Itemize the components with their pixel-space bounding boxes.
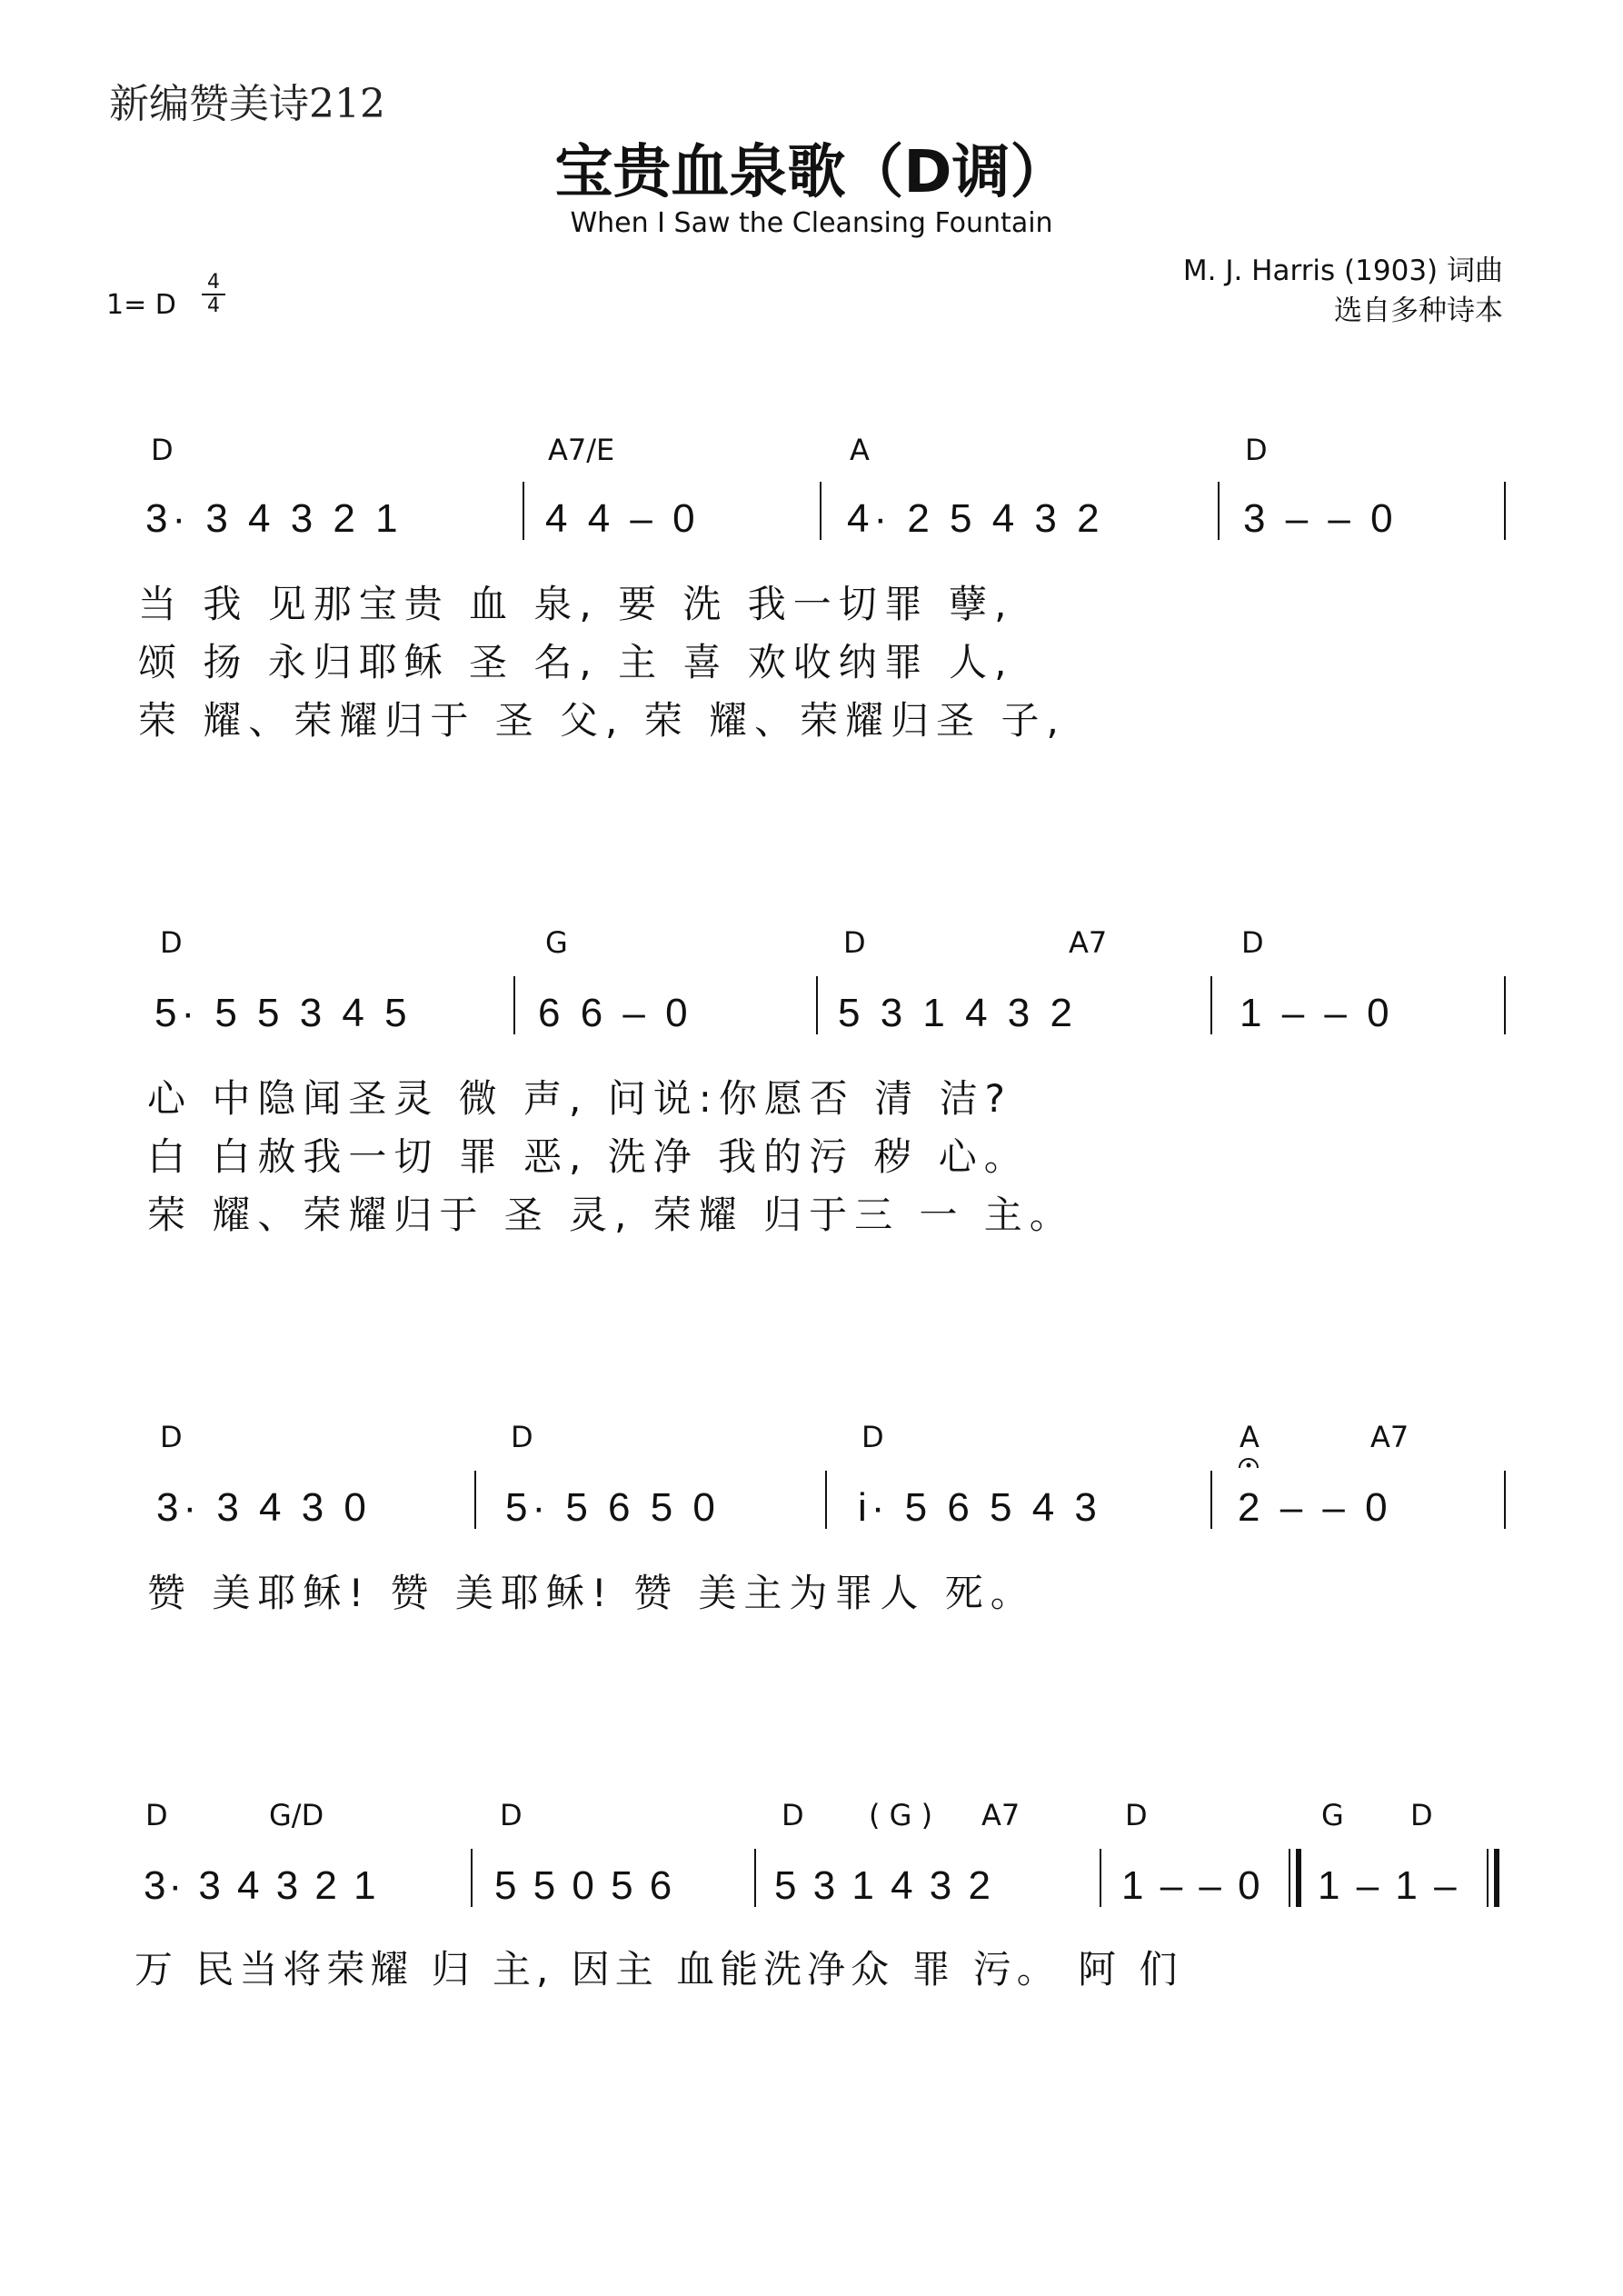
lyric-line: 当 我 见那宝贵 血 泉, 要 洗 我一切罪 孽, (138, 582, 1014, 626)
lyric-line: 白 白赦我一切 罪 恶, 洗净 我的污 秽 心。 (147, 1134, 1030, 1179)
key-signature: 1= D (106, 289, 176, 321)
chord: D (160, 925, 183, 960)
bar-line (1100, 1849, 1101, 1907)
chord: A7 (1370, 1420, 1409, 1454)
measure-notes: 5· 5 5 3 4 5 (154, 991, 412, 1035)
measure-notes: 1 – – 0 (1240, 991, 1394, 1035)
chord: A (850, 433, 870, 467)
bar-line (1504, 1471, 1506, 1529)
bar-line (523, 482, 524, 540)
bar-line (825, 1471, 827, 1529)
chord: A (1240, 1420, 1260, 1454)
double-bar-line (1296, 1849, 1301, 1907)
source-credit: 选自多种诗本 (1334, 294, 1503, 327)
measure-notes: 3· 3 4 3 2 1 (144, 1863, 379, 1908)
lyric-line: 荣 耀、荣耀归于 圣 父, 荣 耀、荣耀归圣 子, (138, 698, 1066, 743)
measure-notes: 4· 2 5 4 3 2 (847, 496, 1104, 541)
page-title: 宝贵血泉歌（D调） (554, 139, 1069, 206)
chord: D (151, 433, 174, 467)
chord: D (1245, 433, 1268, 467)
bar-line (1218, 482, 1220, 540)
bar-line (474, 1471, 476, 1529)
measure-notes: 1 – – 0 (1121, 1863, 1263, 1908)
chord: G/D (269, 1798, 324, 1832)
lyric-line: 赞 美耶稣! 赞 美耶稣! 赞 美主为罪人 死。 (147, 1571, 1036, 1615)
time-signature-top: 4 (207, 271, 220, 294)
chord: D (1125, 1798, 1148, 1832)
measure-notes: 3 – – 0 (1243, 496, 1398, 541)
final-bar-line (1494, 1849, 1499, 1907)
chord: A7 (981, 1798, 1021, 1832)
bar-line (1210, 976, 1212, 1034)
measure-notes: 5 5 0 5 6 (494, 1863, 675, 1908)
measure-notes: 5 3 1 4 3 2 (838, 991, 1077, 1035)
chord: D (500, 1798, 523, 1832)
author-credit: M. J. Harris (1903) 词曲 (1182, 255, 1503, 287)
measure-notes: 1 – 1 – (1318, 1863, 1459, 1908)
chord: D (511, 1420, 533, 1454)
measure-notes: 2 – – 0 (1238, 1485, 1392, 1530)
hymn-number: 新编赞美诗212 (109, 81, 385, 127)
bar-line (1210, 1471, 1212, 1529)
bar-line (820, 482, 821, 540)
chord: ( G ) (869, 1798, 933, 1832)
double-bar-line (1289, 1849, 1290, 1907)
measure-notes: i· 5 6 5 4 3 (858, 1485, 1101, 1530)
bar-line (816, 976, 818, 1034)
bar-line (1504, 976, 1506, 1034)
measure-notes: 6 6 – 0 (538, 991, 692, 1035)
measure-notes: 3· 3 4 3 0 (156, 1485, 371, 1530)
bar-line (1504, 482, 1506, 540)
lyric-line: 颂 扬 永归耶稣 圣 名, 主 喜 欢收纳罪 人, (138, 640, 1014, 684)
time-signature-bottom: 4 (207, 294, 220, 317)
chord: A7 (1069, 925, 1108, 960)
chord: D (1241, 925, 1264, 960)
fermata-icon (1238, 1456, 1260, 1469)
chord: D (861, 1420, 884, 1454)
bar-line (754, 1849, 756, 1907)
subtitle: When I Saw the Cleansing Fountain (570, 207, 1053, 239)
bar-line (513, 976, 515, 1034)
lyric-line: 荣 耀、荣耀归于 圣 灵, 荣耀 归于三 一 主。 (147, 1193, 1075, 1237)
chord: D (782, 1798, 804, 1832)
measure-notes: 5 3 1 4 3 2 (774, 1863, 993, 1908)
measure-notes: 5· 5 6 5 0 (505, 1485, 720, 1530)
chord: D (843, 925, 866, 960)
final-bar-line (1487, 1849, 1489, 1907)
chord: D (1410, 1798, 1433, 1832)
chord: G (1321, 1798, 1344, 1832)
bar-line (471, 1849, 473, 1907)
chord: A7/E (548, 433, 615, 467)
chord: G (545, 925, 568, 960)
lyric-line: 心 中隐闻圣灵 微 声, 问说:你愿否 清 洁? (147, 1076, 1012, 1121)
lyric-line: 万 民当将荣耀 归 主, 因主 血能洗净众 罪 污。 阿 们 (134, 1947, 1183, 1992)
chord: D (145, 1798, 168, 1832)
measure-notes: 3· 3 4 3 2 1 (145, 496, 403, 541)
chord: D (160, 1420, 183, 1454)
measure-notes: 4 4 – 0 (545, 496, 700, 541)
time-signature (202, 273, 225, 316)
